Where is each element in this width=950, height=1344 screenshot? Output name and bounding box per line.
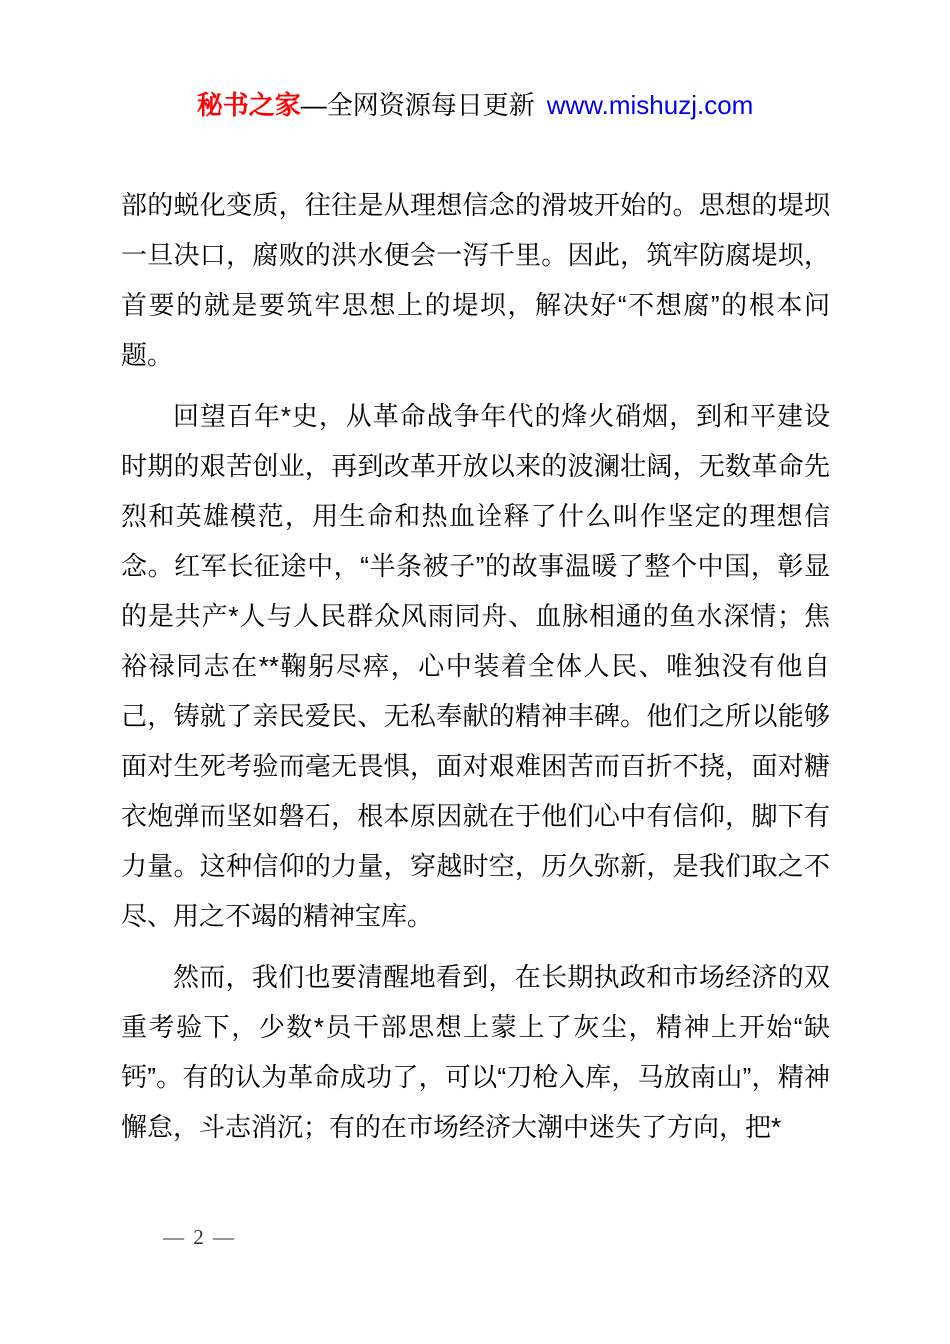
paragraph: 然而，我们也要清醒地看到，在长期执政和市场经济的双重考验下，少数*员干部思想上蒙上了灰尘，精神上开始“缺钙”。有的认为革命成功了，可以“刀枪入库，马放南山”，精神懈怠，斗志消沉；有的在市场经济大潮中迷失了方向，把*	[121, 962, 830, 1142]
site-header	[0, 88, 950, 122]
site-tagline: —全网资源每日更新	[300, 90, 535, 120]
paragraph: 回望百年*史，从革命战争年代的烽火硝烟，到和平建设时期的艰苦创业，再到改革开放以来的波澜壮阔，无数革命先烈和英雄模范，用生命和热血诠释了什么叫作坚定的理想信念。红军长征途中，“半条被子”的故事温暖了整个中国，彰显的是共产*人与人民群众风雨同舟、血脉相通的鱼水深情；焦裕禄同志在**鞠躬尽瘁，心中装着全体人民、唯独没有他自己，铸就了亲民爱民、无私奉献的精神丰碑。他们之所以能够面对生死考验而毫无畏惧，面对艰难困苦而百折不挠，面对糖衣炮弹而坚如磐石，根本原因就在于他们心中有信仰，脚下有力量。这种信仰的力量，穿越时空，历久弥新，是我们取之不尽、用之不竭的精神宝库。	[121, 401, 830, 931]
page-number: — 2 —	[163, 1225, 236, 1249]
document-body	[121, 180, 830, 1163]
site-url-link[interactable]: www.mishuzj.com	[546, 90, 754, 120]
site-brand: 秘书之家	[196, 90, 301, 120]
paragraph: 部的蜕化变质，往往是从理想信念的滑坡开始的。思想的堤坝一旦决口，腐败的洪水便会一泻千里。因此，筑牢防腐堤坝，首要的就是要筑牢思想上的堤坝，解决好“不想腐”的根本问题。	[121, 190, 830, 370]
